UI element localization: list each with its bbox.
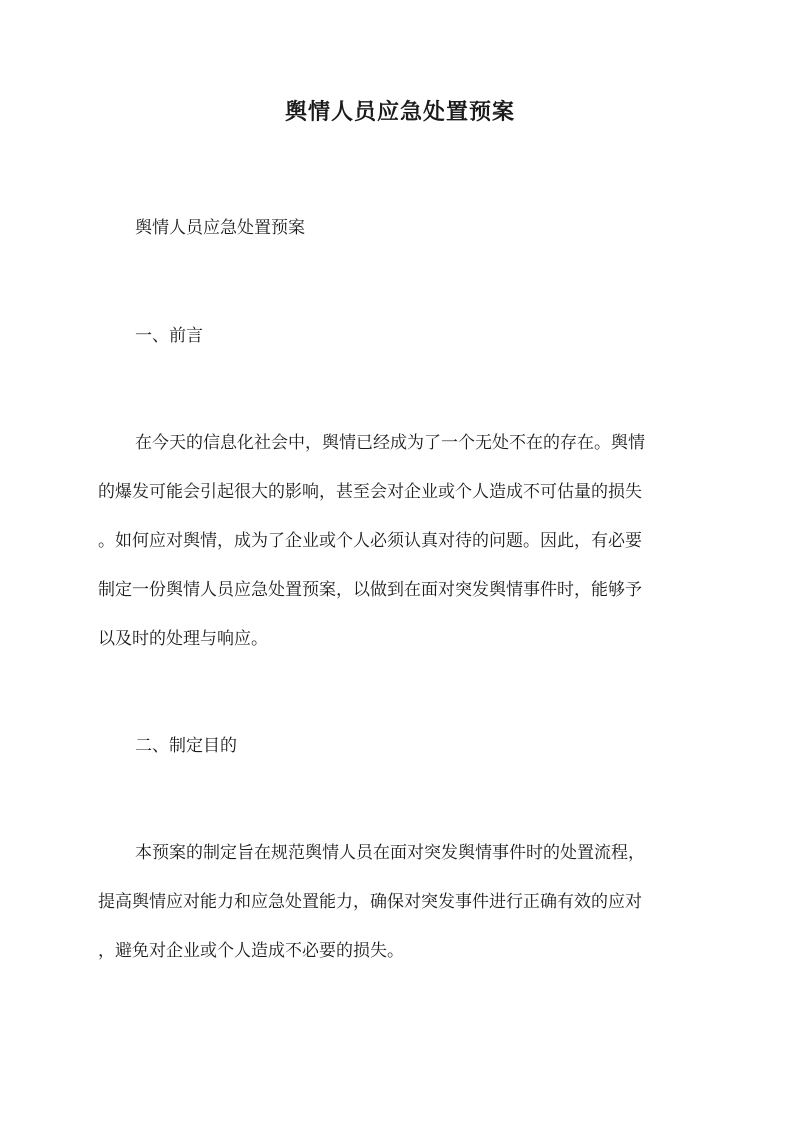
paragraph-line: 。如何应对舆情，成为了企业或个人必须认真对待的问题。因此，有必要 bbox=[98, 531, 642, 551]
paragraph-line: 制定一份舆情人员应急处置预案，以做到在面对突发舆情事件时，能够予 bbox=[98, 580, 642, 600]
document-subtitle: 舆情人员应急处置预案 bbox=[135, 218, 305, 238]
paragraph-line: 在今天的信息化社会中，舆情已经成为了一个无处不在的存在。舆情 bbox=[135, 433, 645, 453]
paragraph-line: 本预案的制定旨在规范舆情人员在面对突发舆情事件时的处置流程， bbox=[135, 843, 645, 863]
paragraph-line: ，避免对企业或个人造成不必要的损失。 bbox=[98, 941, 404, 961]
paragraph-line: 提高舆情应对能力和应急处置能力，确保对突发事件进行正确有效的应对 bbox=[98, 892, 642, 912]
section-heading-preface: 一、前言 bbox=[135, 326, 203, 346]
paragraph-line: 以及时的处理与响应。 bbox=[98, 629, 268, 649]
paragraph-line: 的爆发可能会引起很大的影响，甚至会对企业或个人造成不可估量的损失 bbox=[98, 482, 642, 502]
section-heading-purpose: 二、制定目的 bbox=[135, 736, 237, 756]
document-title: 舆情人员应急处置预案 bbox=[284, 99, 515, 125]
